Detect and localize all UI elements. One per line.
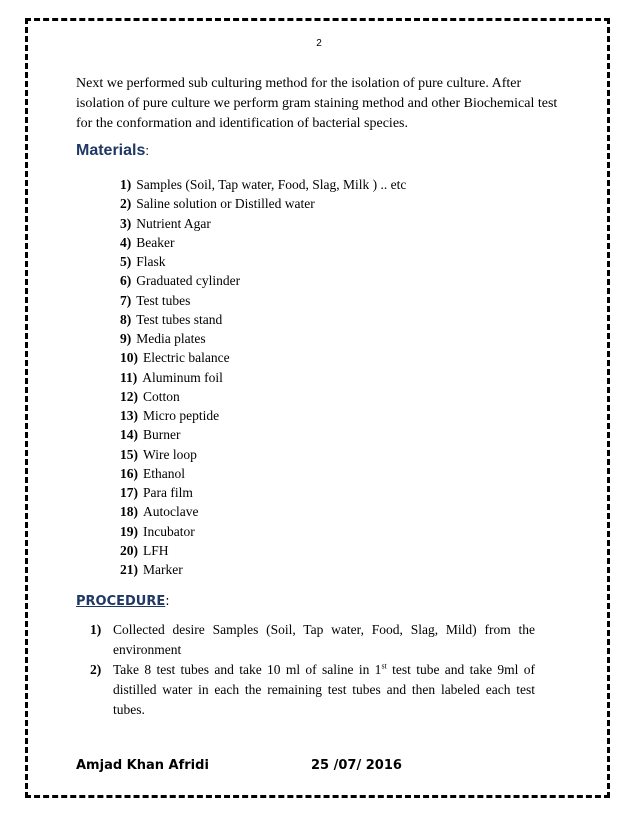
list-item-number: 13) <box>120 408 138 423</box>
procedure-step-text-before: Take 8 test tubes and take 10 ml of saline in 1 <box>113 662 382 677</box>
procedure-step-text: Collected desire Samples (Soil, Tap water, Food, Slag, Mild) from the environment <box>113 622 535 657</box>
list-item <box>120 502 406 521</box>
procedure-step-superscript: st <box>381 661 387 671</box>
list-item <box>120 560 406 579</box>
list-item-text: Aluminum foil <box>142 369 223 385</box>
materials-heading <box>76 142 149 160</box>
list-item-number: 21) <box>120 562 138 577</box>
list-item-number: 7) <box>120 292 132 308</box>
list-item-number: 3) <box>120 215 132 231</box>
footer-date: 25 /07/ 2016 <box>311 758 402 773</box>
list-item-text: Saline solution or Distilled water <box>136 196 315 212</box>
list-item-text: Incubator <box>143 523 195 539</box>
procedure-heading-text: PROCEDURE <box>76 594 166 609</box>
materials-heading-text: Materials <box>76 142 146 159</box>
list-item-number: 8) <box>120 311 132 327</box>
procedure-list <box>90 620 535 720</box>
list-item-text: Para film <box>143 485 193 500</box>
list-item <box>120 194 406 213</box>
list-item-number: 10) <box>120 350 138 366</box>
list-item <box>120 406 406 425</box>
list-item <box>120 233 406 252</box>
list-item-text: Cotton <box>143 388 180 404</box>
list-item-text: Wire loop <box>143 446 197 462</box>
list-item-number: 17) <box>120 485 138 500</box>
list-item <box>120 252 406 271</box>
list-item-number: 5) <box>120 254 132 269</box>
list-item-text: Test tubes <box>136 292 191 308</box>
list-item-number: 11) <box>120 369 138 385</box>
list-item <box>120 348 406 367</box>
intro-paragraph: Next we performed sub culturing method for the isolation of pure culture. After isolation of pure culture we perform gram staining method and other Biochemical test for the conformation and identification of bacterial species. <box>76 76 558 131</box>
list-item-text: Test tubes stand <box>136 311 223 327</box>
list-item-text: Flask <box>136 254 166 269</box>
list-item <box>120 329 406 348</box>
list-item-number: 12) <box>120 388 138 404</box>
list-item <box>120 368 406 387</box>
list-item-number: 1) <box>120 177 132 192</box>
procedure-step-number: 1) <box>90 622 102 637</box>
list-item <box>120 291 406 310</box>
list-item-number: 20) <box>120 542 138 558</box>
procedure-step-text-after: test tube and take 9ml of distilled water in each the remaining test tubes and then labeled each test tubes. <box>113 662 536 717</box>
page-number: 2 <box>316 38 322 49</box>
list-item-number: 14) <box>120 427 138 443</box>
procedure-step <box>90 660 535 720</box>
materials-heading-colon: : <box>145 143 149 158</box>
list-item <box>120 387 406 406</box>
procedure-step-number: 2) <box>90 662 102 677</box>
list-item-text: LFH <box>143 542 169 558</box>
list-item <box>120 464 406 483</box>
materials-list <box>120 175 406 579</box>
footer-author: Amjad Khan Afridi <box>76 758 209 773</box>
list-item-number: 9) <box>120 331 132 346</box>
list-item-number: 15) <box>120 446 138 462</box>
list-item <box>120 541 406 560</box>
list-item <box>120 310 406 329</box>
list-item-text: Graduated cylinder <box>136 273 241 289</box>
list-item-text: Marker <box>143 562 183 577</box>
list-item <box>120 214 406 233</box>
list-item-text: Ethanol <box>143 465 185 481</box>
list-item-number: 18) <box>120 504 138 520</box>
list-item-number: 19) <box>120 523 138 539</box>
list-item-text: Beaker <box>136 234 175 250</box>
list-item-number: 6) <box>120 273 132 289</box>
list-item-number: 2) <box>120 196 132 212</box>
list-item-text: Autoclave <box>143 504 199 520</box>
list-item-text: Nutrient Agar <box>136 215 211 231</box>
list-item <box>120 483 406 502</box>
list-item <box>120 425 406 444</box>
list-item <box>120 445 406 464</box>
list-item-text: Micro peptide <box>143 408 220 423</box>
list-item-text: Media plates <box>136 331 206 346</box>
list-item-number: 4) <box>120 234 132 250</box>
list-item-text: Samples (Soil, Tap water, Food, Slag, Milk ) .. etc <box>136 177 407 192</box>
procedure-step <box>90 620 535 660</box>
list-item <box>120 522 406 541</box>
list-item-number: 16) <box>120 465 138 481</box>
procedure-heading-colon: : <box>165 594 170 609</box>
list-item-text: Burner <box>143 427 181 443</box>
list-item-text: Electric balance <box>143 350 230 366</box>
list-item <box>120 175 406 194</box>
procedure-heading <box>76 594 170 609</box>
list-item <box>120 271 406 290</box>
